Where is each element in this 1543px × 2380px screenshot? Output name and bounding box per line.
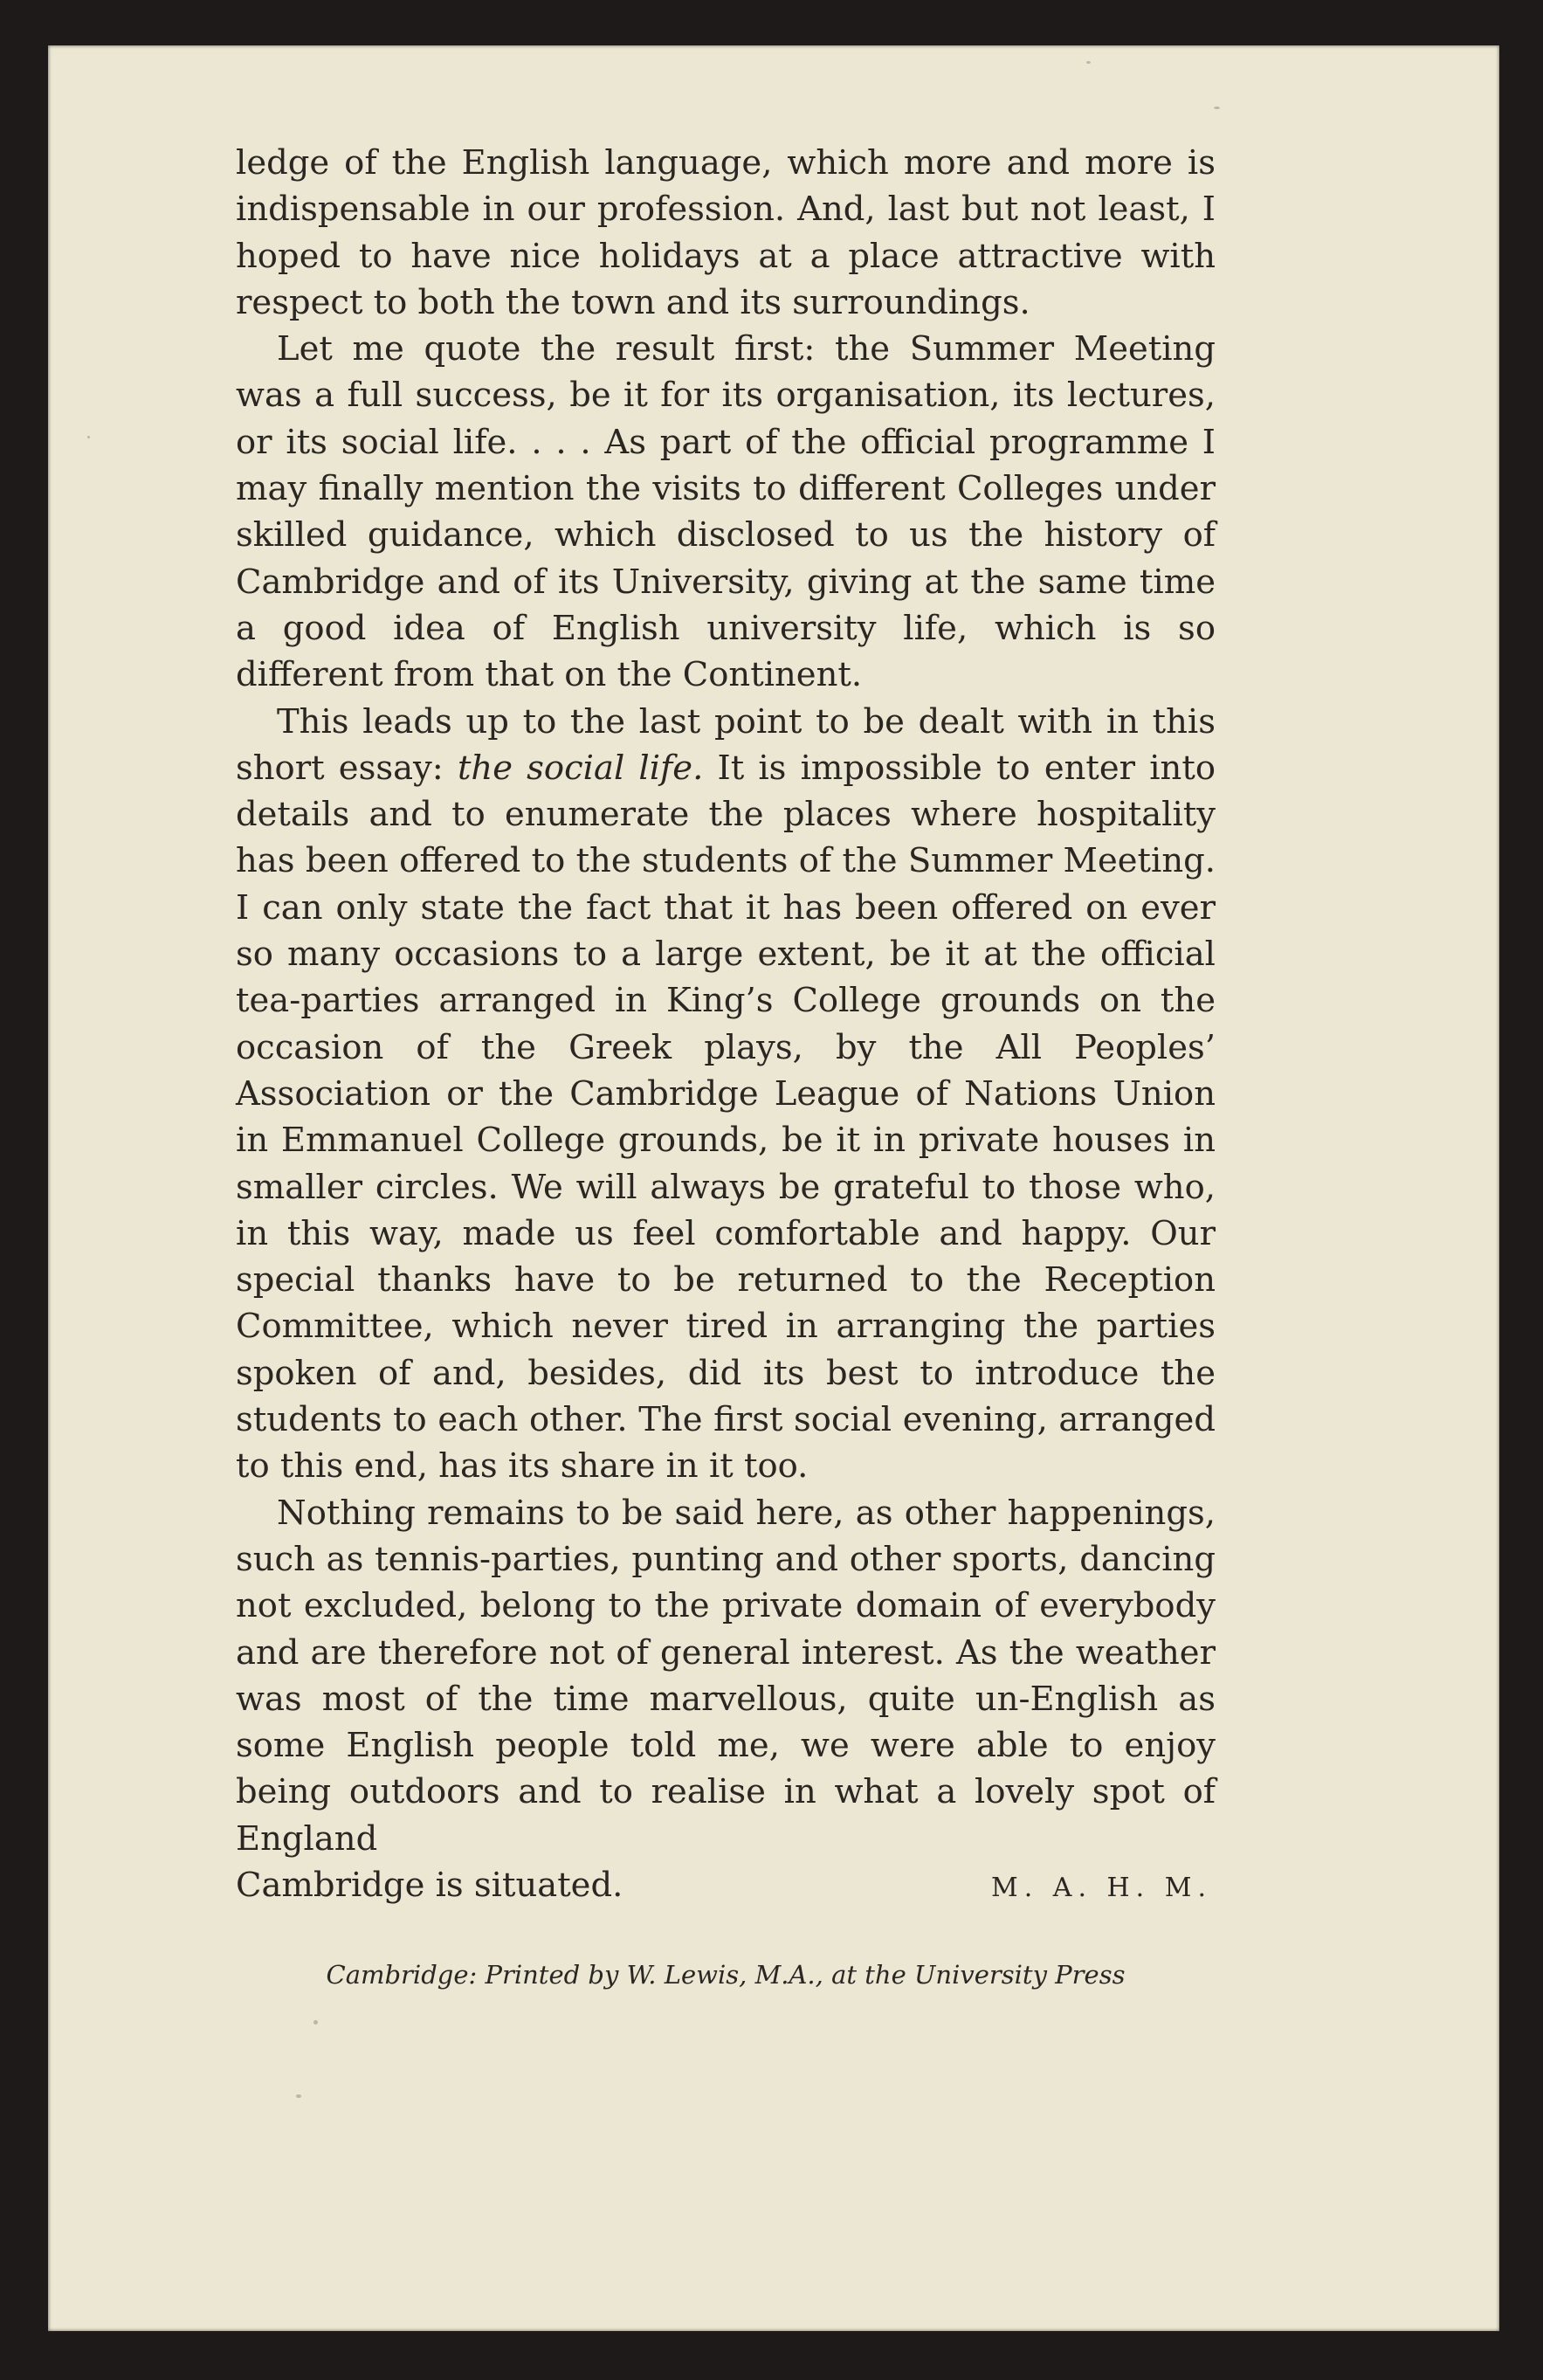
- paper-speck: [313, 2020, 318, 2025]
- paper-speck: [296, 2094, 301, 2098]
- closing-line: [236, 1862, 1216, 1911]
- social-life-italic-phrase: the social life.: [457, 748, 704, 788]
- closing-text: Cambridge is situated.: [236, 1865, 623, 1905]
- printer-colophon: Cambridge: Printed by W. Lewis, M.A., at the University Press: [326, 1960, 1126, 1990]
- body-text: [236, 140, 1216, 1911]
- paragraph-opening-fragment: ledge of the English language, which more and more is indispensable in our profession. And, last but not least, I hoped to have nice holidays at a place attractive with respect to both the town and its surroundings.: [236, 143, 1216, 322]
- paper-speck: [1086, 61, 1091, 64]
- paragraph-happenings: Nothing remains to be said here, as other happenings, such as tennis-parties, punting and other sports, dancing not excluded, belong to the private domain of everybody and are therefore not of general interest. As the weather was most of the time marvellous, quite un-English as some English people told me, we were able to enjoy being outdoors and to realise in what a lovely spot of England: [236, 1493, 1216, 1859]
- social-life-lead-in: This leads up to the last point to be dealt with in this short essay:: [236, 701, 1216, 788]
- paper-speck: [87, 436, 90, 438]
- paragraph-summer-meeting: Let me quote the result first: the Summer Meeting was a full success, be it for its organisation, its lectures, or its social life. . . . As part of the official programme I may finally mention the visits to different Colleges under skilled guidance, which disclosed to us the history of Cambridge and of its University, giving at the same time a good idea of English university life, which is so different from that on the Continent.: [236, 329, 1216, 695]
- social-life-body: It is impossible to enter into details and to enumerate the places where hospitality has been offered to the students of the Summer Meeting. I can only state the fact that it has been offered on ever so many occasions to a large extent, be it at the official tea-parties arranged in King’s College grounds on the occasion of the Greek plays, by the All Peoples’ Association or the Cambridge League of Nations Union in Emmanuel College grounds, be it in private houses in smaller circles. We will always be grateful to those who, in this way, made us feel comfortable and happy. Our special thanks have to be returned to the Reception Committee, which never tired in arranging the parties spoken of and, besides, did its best to introduce the students to each other. The first social evening, arranged to this end, has its share in it too.: [236, 748, 1216, 1487]
- author-signature: M. A. H. M.: [990, 1872, 1212, 1903]
- paper-speck: [1214, 107, 1220, 109]
- paragraph-social-life: [236, 699, 1216, 1490]
